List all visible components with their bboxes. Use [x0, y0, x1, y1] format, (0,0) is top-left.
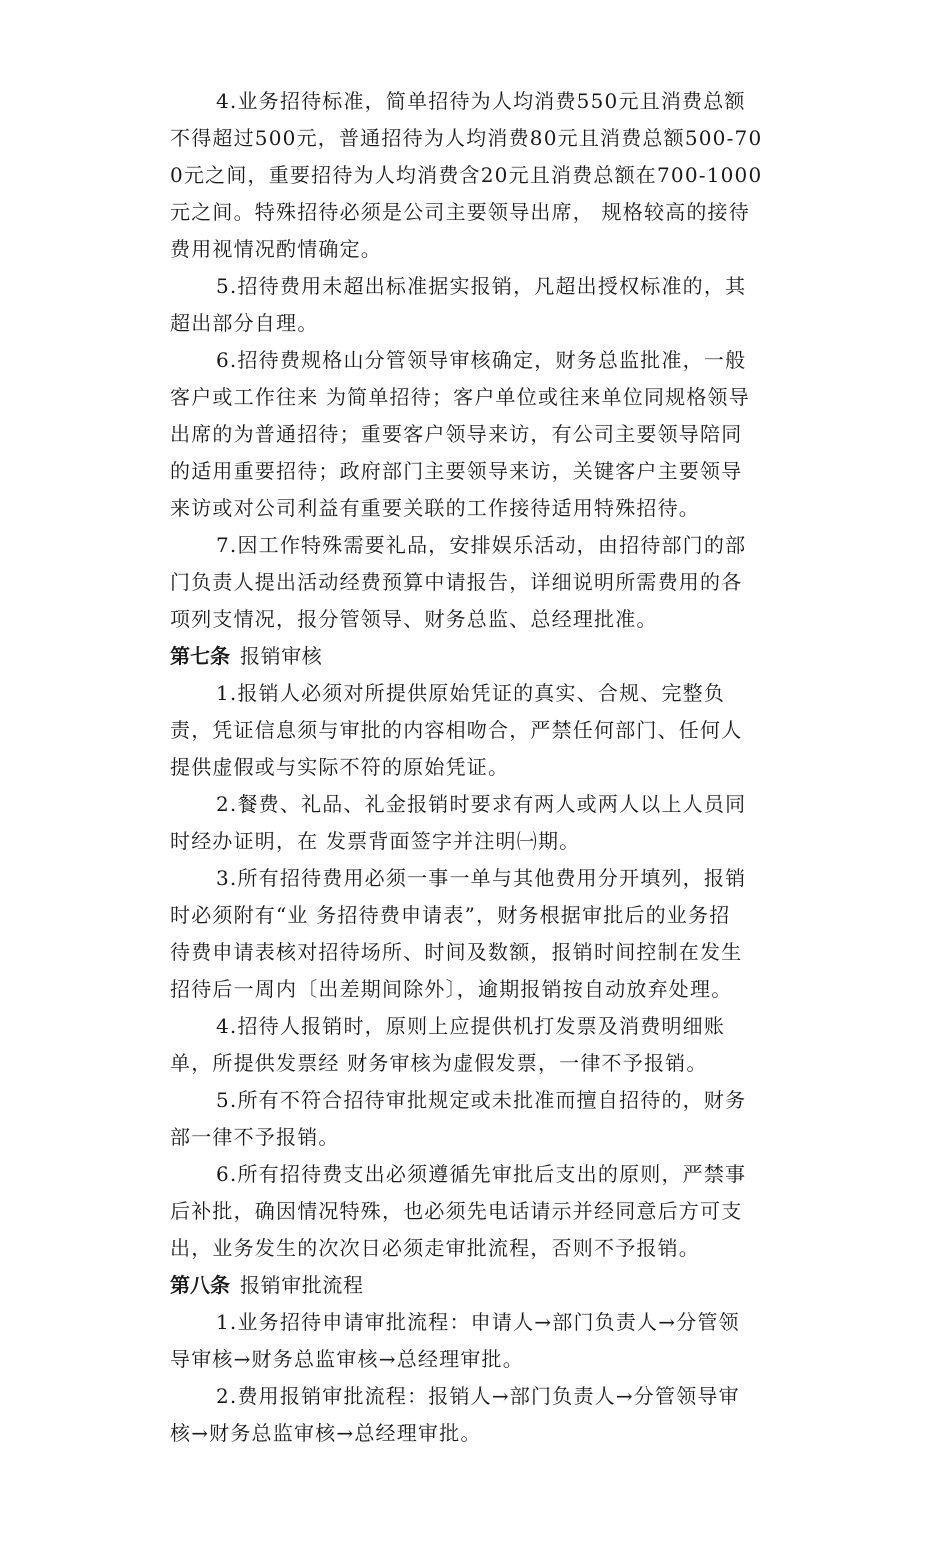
text-line: 后补批，确因情况特殊，也必须先电话请示并经同意后方可支 [170, 1199, 743, 1223]
text-line: 费用视情况酌情确定。 [170, 237, 382, 261]
text-line: 门负责人提出活动经费预算中请报告，详细说明所需费用的各 [170, 570, 743, 594]
text-line: 导审核→财务总监审核→总经理审批。 [170, 1347, 524, 1371]
text-line: 6.所有招待费支出必须遵循先审批后支出的原则，严禁事 [216, 1162, 747, 1186]
text-line: 1.业务招待申请审批流程：申请人→部门负责人→分管领 [216, 1310, 740, 1334]
text-line: 招待后一周内〔出差期间除外〕，逾期报销按自动放弃处理。 [170, 977, 733, 1001]
text-line: 5.所有不符合招待审批规定或未批准而擅自招待的，财务 [216, 1088, 747, 1112]
text-line: 时经办证明，在 发票背面签字并注明㈠期。 [170, 829, 581, 853]
article-7-label: 第七条 [170, 644, 230, 668]
text-line: 3.所有招待费用必须一事一单与其他费用分开填列，报销 [216, 866, 747, 890]
text-line: 来访或对公司利益有重要关联的工作接待适用特殊招待。 [170, 496, 700, 520]
text-line: 出，业务发生的次次日必须走审批流程，否则不予报销。 [170, 1236, 700, 1260]
text-line: 4.业务招待标准，简单招待为人均消费550元且消费总额 [216, 89, 746, 113]
text-line: 0元之间，重要招待为人均消费含20元且消费总额在700-1000 [170, 163, 763, 187]
text-line: 1.报销人必须对所提供原始凭证的真实、合规、完整负 [216, 681, 726, 705]
article-7-heading [170, 638, 810, 675]
text-line: 客户或工作往来 为简单招待；客户单位或往来单位同规格领导 [170, 385, 750, 409]
text-line: 5.招待费用未超出标准据实报销，凡超出授权标准的，其 [216, 274, 747, 298]
text-line: 2.费用报销审批流程：报销人→部门负责人→分管领导审 [216, 1384, 740, 1408]
text-line: 待费申请表核对招待场所、时间及数额，报销时间控制在发生 [170, 940, 743, 964]
text-line: 时必须附有“业 务招待费申请表”，财务根据审批后的业务招 [170, 903, 731, 927]
text-line: 单，所提供发票经 财务审核为虚假发票，一律不予报销。 [170, 1051, 708, 1075]
article-8-heading [170, 1267, 810, 1304]
article-8-title: 报销审批流程 [240, 1273, 364, 1297]
text-line: 核→财务总监审核→总经理审批。 [170, 1421, 482, 1445]
text-line: 元之间。特殊招待必须是公司主要领导出席， 规格较高的接待 [170, 200, 750, 224]
text-line: 不得超过500元，普通招待为人均消费80元且消费总额500-70 [170, 126, 763, 150]
text-line: 4.招待人报销时，原则上应提供机打发票及消费明细账 [216, 1014, 726, 1038]
text-line: 项列支情况，报分管领导、财务总监、总经理批准。 [170, 607, 658, 631]
text-line: 2.餐费、礼品、礼金报销时要求有两人或两人以上人员同 [216, 792, 747, 816]
text-line: 提供虚假或与实际不符的原始凭证。 [170, 755, 510, 779]
text-line: 7.因工作特殊需要礼品，安排娱乐活动，由招待部门的部 [216, 533, 747, 557]
article-8-label: 第八条 [170, 1273, 230, 1297]
text-line: 6.招待费规格山分管领导审核确定，财务总监批准，一般 [216, 348, 747, 372]
article-7-title: 报销审核 [240, 644, 323, 668]
document-page [170, 83, 810, 1452]
text-line: 出席的为普通招待；重要客户领导来访，有公司主要领导陪同 [170, 422, 743, 446]
text-line: 责，凭证信息须与审批的内容相吻合，严禁任何部门、任何人 [170, 718, 743, 742]
text-line: 部一律不予报销。 [170, 1125, 340, 1149]
text-line: 超出部分自理。 [170, 311, 319, 335]
text-line: 的适用重要招待；政府部门主要领导来访，关键客户主要领导 [170, 459, 743, 483]
